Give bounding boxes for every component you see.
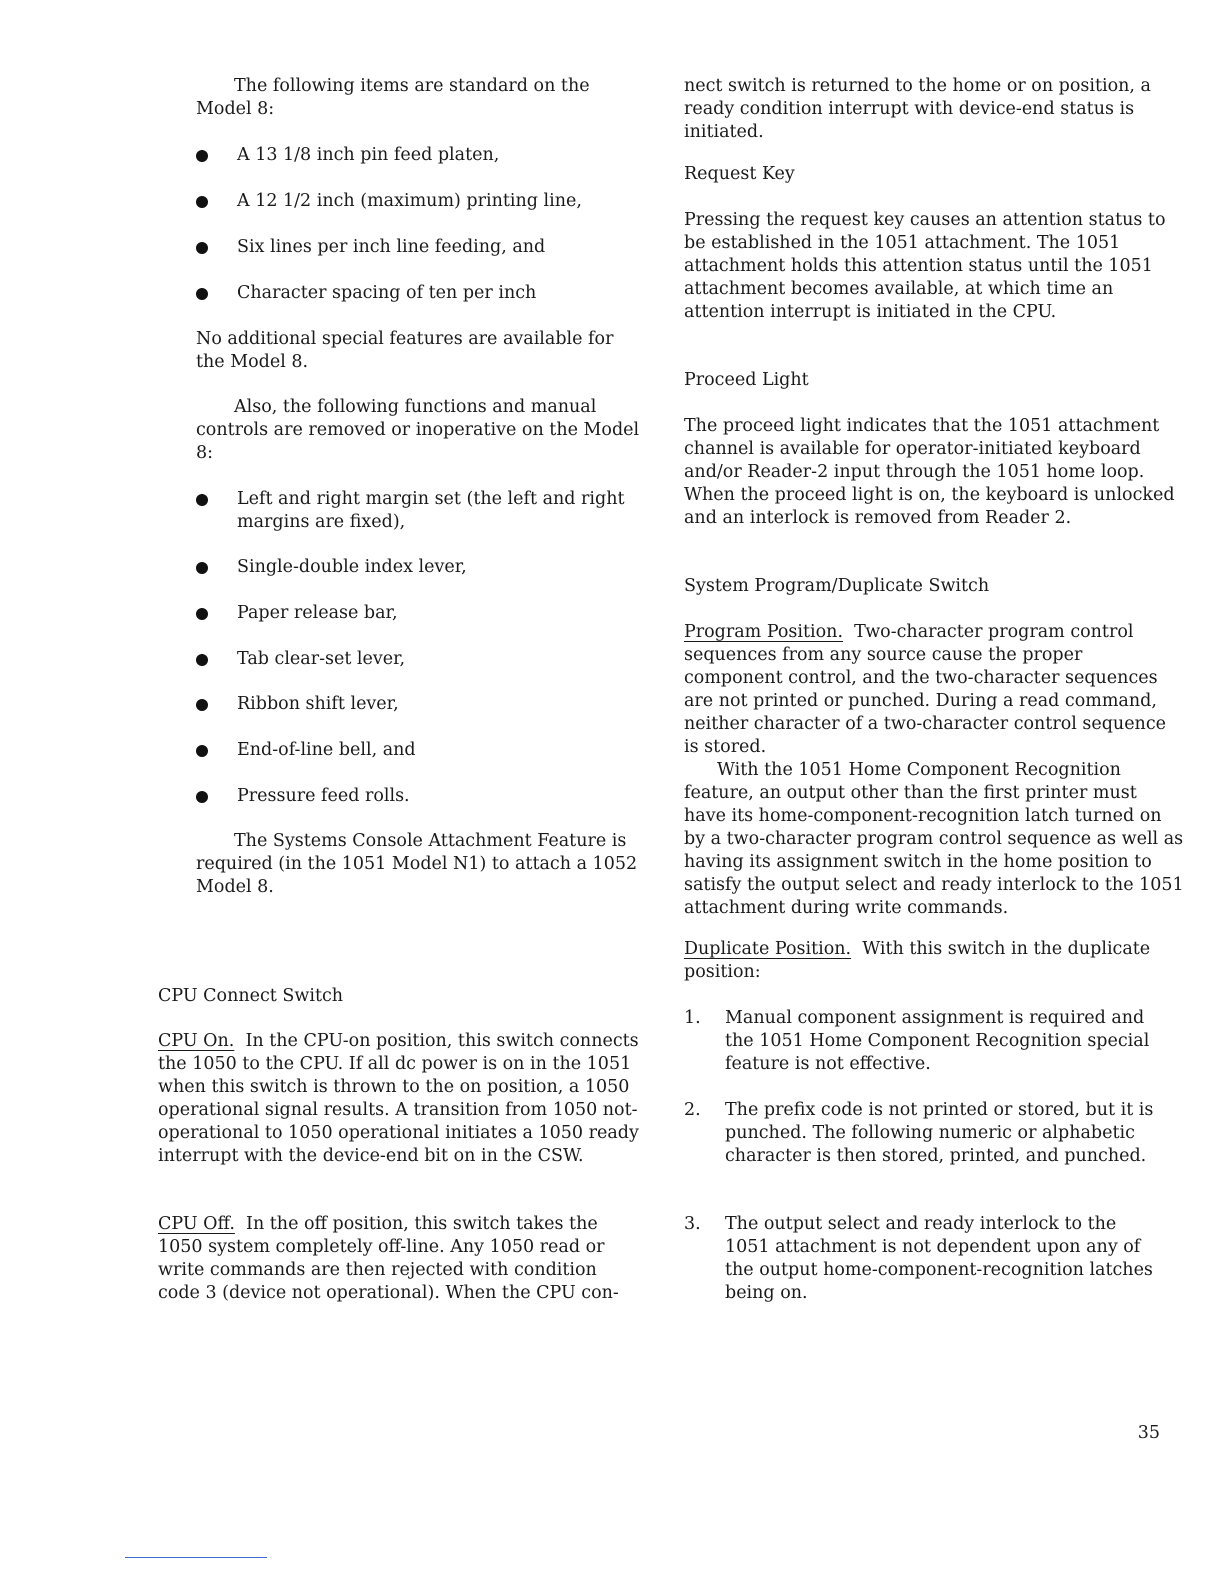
proceed-light-paragraph: The proceed light indicates that the 1051 attachment channel is available for operator-initiated keyboard and/or Reader-2 input through the 1051 home loop. When the proceed light is on, the keyboard is unlocked and an interlock is removed from Reader 2. [684, 416, 1175, 528]
list-item-text: A 13 1/8 inch pin feed platen, [237, 145, 500, 165]
bullet-icon [196, 654, 208, 666]
list-item-text: The output select and ready interlock to the 1051 attachment is not dependent upon any of the output home-component-recognition latches being on. [725, 1214, 1153, 1303]
duplicate-position-paragraph [684, 938, 1184, 984]
list-item-text: Pressure feed rolls. [237, 786, 410, 806]
bullet-icon [196, 562, 208, 574]
systems-console-paragraph: The Systems Console Attachment Feature is required (in the 1051 Model N1) to attach a 1052 Model 8. [196, 831, 638, 897]
cpu-off-text: In the off position, this switch takes the 1050 system completely off-line. Any 1050 read or write commands are then rejected with condition code 3 (device not operational). When the CPU con- [158, 1214, 619, 1303]
intro-paragraph: The following items are standard on the Model 8: [196, 76, 590, 119]
bullet-icon [196, 791, 208, 803]
bullet-icon [196, 242, 208, 254]
list-item-text: End-of-line bell, and [237, 740, 416, 760]
bullet-icon [196, 745, 208, 757]
list-item-text: Ribbon shift lever, [237, 694, 399, 714]
bullet-icon [196, 494, 208, 506]
list-item-number: 1. [684, 1008, 701, 1028]
cpu-connect-heading: CPU Connect Switch [158, 986, 344, 1006]
duplicate-position-text: With this switch in the duplicate position: [684, 939, 1151, 982]
program-position-paragraph [684, 621, 1184, 759]
cpu-on-text: In the CPU-on position, this switch connects the 1050 to the CPU. If all dc power is on in the 1051 when this switch is thrown to the on position, a 1050 operational signal results. A transition from 1050 not-operational to 1050 operational initiates a 1050 ready interrupt with the device-end bit on in the CSW. [158, 1031, 639, 1166]
list-item-text: Manual component assignment is required and the 1051 Home Component Recognition special feature is not effective. [725, 1008, 1150, 1074]
page-number: 35 [1137, 1423, 1160, 1443]
bullet-icon [196, 150, 208, 162]
list-item-text: Single-double index lever, [237, 557, 467, 577]
system-switch-heading: System Program/Duplicate Switch [684, 576, 990, 596]
request-key-paragraph: Pressing the request key causes an attention status to be established in the 1051 attachment. The 1051 attachment holds this attention status until the 1051 attachment becomes available, at which time an attention interrupt is initiated in the CPU. [684, 210, 1166, 322]
list-item-text: Six lines per inch line feeding, and [237, 237, 546, 257]
list-item-text: The prefix code is not printed or stored, but it is punched. The following numeric or alphabetic character is then stored, printed, and punched. [725, 1100, 1154, 1166]
list-item-number: 3. [684, 1214, 701, 1234]
proceed-light-heading: Proceed Light [684, 370, 809, 390]
list-item-text: Tab clear-set lever, [237, 649, 406, 669]
bullet-icon [196, 196, 208, 208]
list-item-text: Character spacing of ten per inch [237, 283, 537, 303]
cpu-on-label: CPU On. [158, 1031, 235, 1051]
footer-divider [125, 1557, 267, 1558]
cpu-on-paragraph [158, 1030, 648, 1168]
bullet-icon [196, 608, 208, 620]
cpu-off-paragraph [158, 1213, 633, 1305]
list-item-text: Paper release bar, [237, 603, 398, 623]
list-item-number: 2. [684, 1100, 701, 1120]
also-paragraph: Also, the following functions and manual controls are removed or inoperative on the Model 8: [196, 397, 640, 463]
recognition-paragraph: With the 1051 Home Component Recognition feature, an output other than the first printer must have its home-component-recognition latch turned on by a two-character program control sequence as well as having its assignment switch in the home position to satisfy the output select and ready interlock to the 1051 attachment during write commands. [684, 760, 1184, 918]
bullet-icon [196, 288, 208, 300]
duplicate-position-label: Duplicate Position. [684, 939, 852, 959]
program-position-text: Two-character program control sequences from any source cause the proper component control, and the two-character sequences are not printed or punched. During a read command, neither character of a two-character control sequence is stored. [684, 622, 1166, 757]
list-item-text: Left and right margin set (the left and right margins are fixed), [237, 489, 625, 532]
cpu-off-label: CPU Off. [158, 1214, 235, 1234]
continuation-paragraph: nect switch is returned to the home or on position, a ready condition interrupt with device-end status is initiated. [684, 76, 1151, 142]
request-key-heading: Request Key [684, 164, 795, 184]
list-item-text: A 12 1/2 inch (maximum) printing line, [237, 191, 582, 211]
no-features-paragraph: No additional special features are available for the Model 8. [196, 329, 614, 372]
bullet-icon [196, 699, 208, 711]
program-position-label: Program Position. [684, 622, 844, 642]
